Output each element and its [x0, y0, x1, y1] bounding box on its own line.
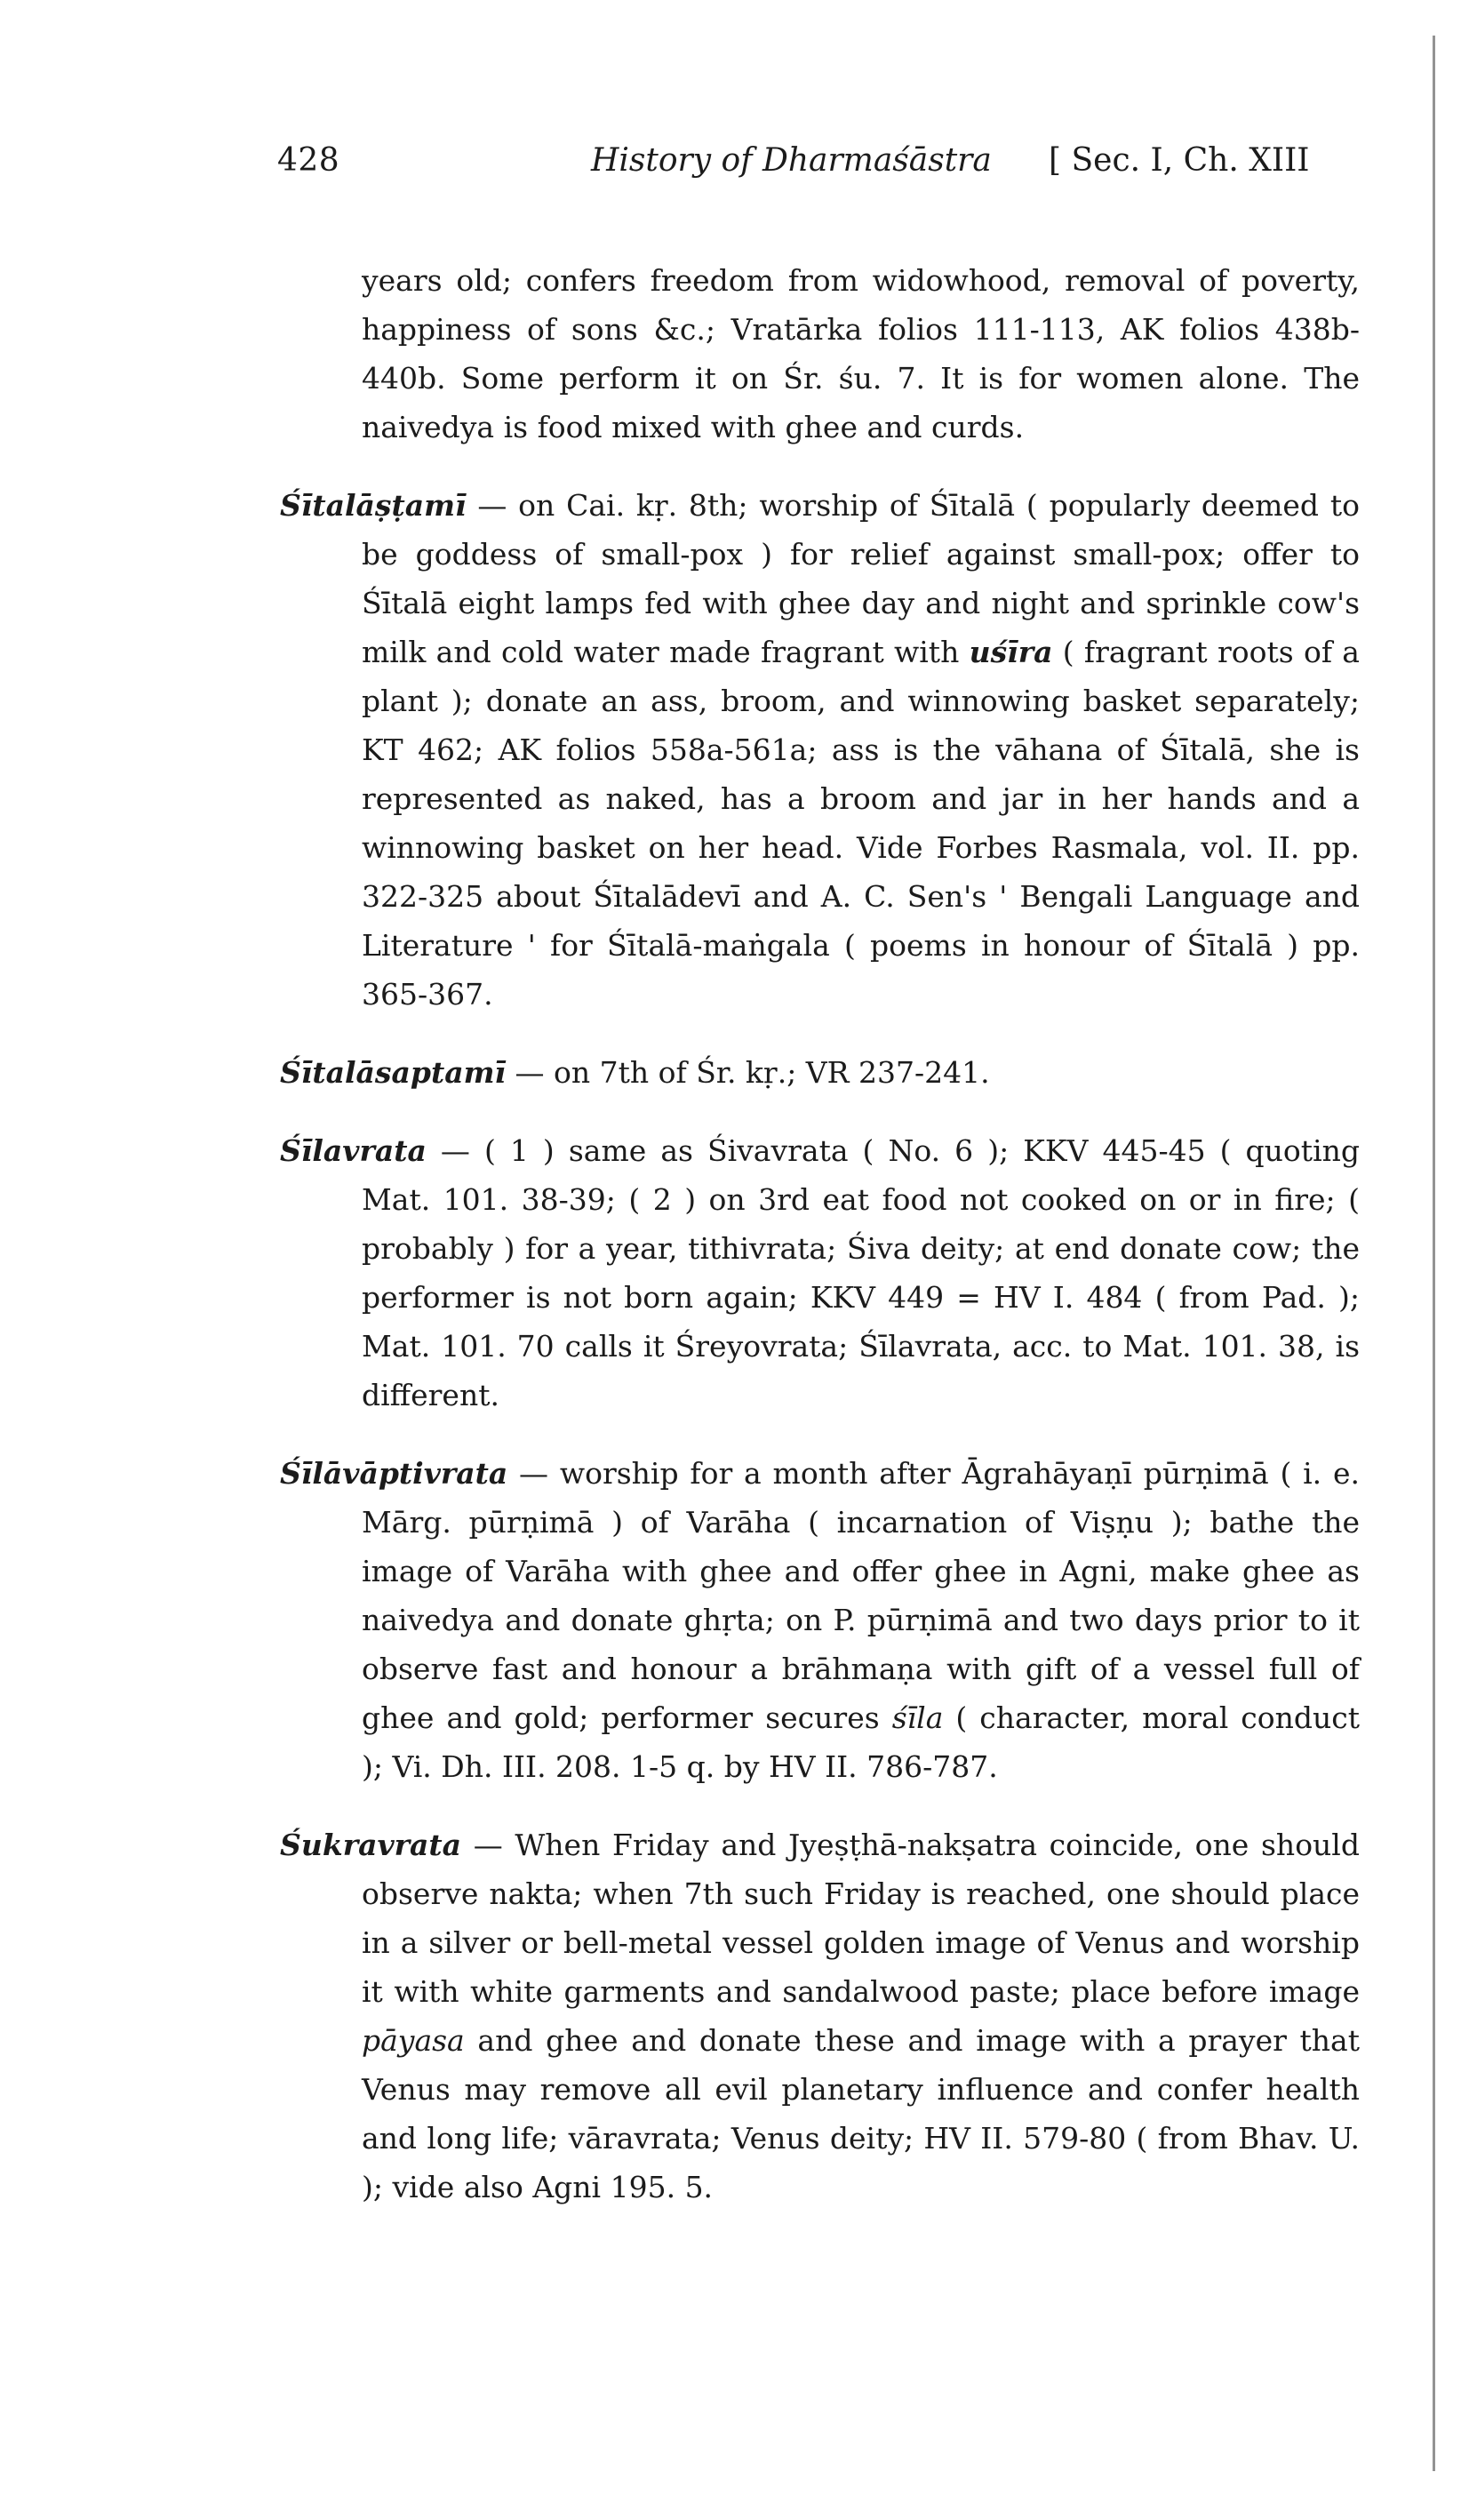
- entry-term: śīla: [891, 1700, 944, 1735]
- entry-text: years old; confers freedom from widowhood, removal of poverty, happiness of sons &c.; Vratārka folios 111-113, AK folios 438b-440b. Some perform it on Śr. śu. 7. It is for women alone. The naivedya is food mixed with ghee and curds.: [362, 263, 1360, 444]
- entry-term: uśīra: [969, 635, 1053, 669]
- entry-headword: Śītalāṣṭamī: [280, 488, 467, 523]
- entry-sitalastami: [280, 481, 1360, 1019]
- entry-term: pāyasa: [362, 2023, 465, 2058]
- page-edge-rule: [1433, 36, 1435, 2471]
- entry-text: — on 7th of Śr. kṛ.; VR 237-241.: [506, 1055, 990, 1090]
- page-number: 428: [277, 142, 340, 179]
- entry-text: — on Cai. kṛ. 8th; worship of Śītalā ( popularly deemed to be goddess of small-pox ) for relief against small-pox; offer to Śītalā eight lamps fed with ghee day and night and sprinkle cow's milk and cold water made fragrant with: [362, 488, 1360, 669]
- entry-silavaptivrata: [280, 1449, 1360, 1791]
- entry-headword: Śīlavrata: [280, 1133, 427, 1168]
- entry-continuation: [280, 256, 1360, 452]
- entry-text: — ( 1 ) same as Śivavrata ( No. 6 ); KKV 445-45 ( quoting Mat. 101. 38-39; ( 2 ) on 3rd eat food not cooked on or in fire; ( probably ) for a year, tithivrata; Śiva deity; at end donate cow; the performer is not born again; KKV 449 = HV I. 484 ( from Pad. ); Mat. 101. 70 calls it Śreyovrata; Śīlavrata, acc. to Mat. 101. 38, is different.: [362, 1133, 1360, 1412]
- entry-text: — When Friday and Jyeṣṭhā-nakṣatra coincide, one should observe nakta; when 7th such Friday is reached, one should place in a silver or bell-metal vessel golden image of Venus and worship it with white garments and sandalwood paste; place before image: [362, 1828, 1360, 2009]
- page-header: [0, 142, 1469, 196]
- entry-headword: Śukravrata: [280, 1828, 462, 1862]
- entry-silavrata: [280, 1126, 1360, 1420]
- entry-text: and ghee and donate these and image with a prayer that Venus may remove all evil planetary influence and confer health and long life; vāravrata; Venus deity; HV II. 579-80 ( from Bhav. U. ); vide also Agni 195. 5.: [362, 2023, 1360, 2204]
- page-body: [280, 227, 1360, 2224]
- entry-headword: Śīlāvāptivrata: [280, 1456, 508, 1491]
- entry-text: — worship for a month after Āgrahāyaṇī pūrṇimā ( i. e. Mārg. pūrṇimā ) of Varāha ( incarnation of Viṣṇu ); bathe the image of Varāha with ghee and offer ghee in Agni, make ghee as naivedya and donate ghṛta; on P. pūrṇimā and two days prior to it observe fast and honour a brāhmaṇa with gift of a vessel full of ghee and gold; performer secures: [362, 1456, 1360, 1735]
- section-reference: [ Sec. I, Ch. XIII: [1049, 142, 1310, 179]
- entry-headword: Śītalāsaptamī: [280, 1055, 507, 1090]
- entry-sukravrata: [280, 1820, 1360, 2212]
- entry-sitalasaptami: [280, 1048, 1360, 1097]
- entry-text: ( fragrant roots of a plant ); donate an ass, broom, and winnowing basket separately; KT 462; AK folios 558a-561a; ass is the vāhana of Śītalā, she is represented as naked, has a broom and jar in her hands and a winnowing basket on her head. Vide Forbes Rasmala, vol. II. pp. 322-325 about Śītalādevī and A. C. Sen's ' Bengali Language and Literature ' for Śītalā-maṅgala ( poems in honour of Śītalā ) pp. 365-367.: [362, 635, 1360, 1012]
- running-title: History of Dharmaśāstra: [591, 142, 992, 179]
- entry-text: ( character, moral conduct ); Vi. Dh. III. 208. 1-5 q. by HV II. 786-787.: [362, 1700, 1361, 1784]
